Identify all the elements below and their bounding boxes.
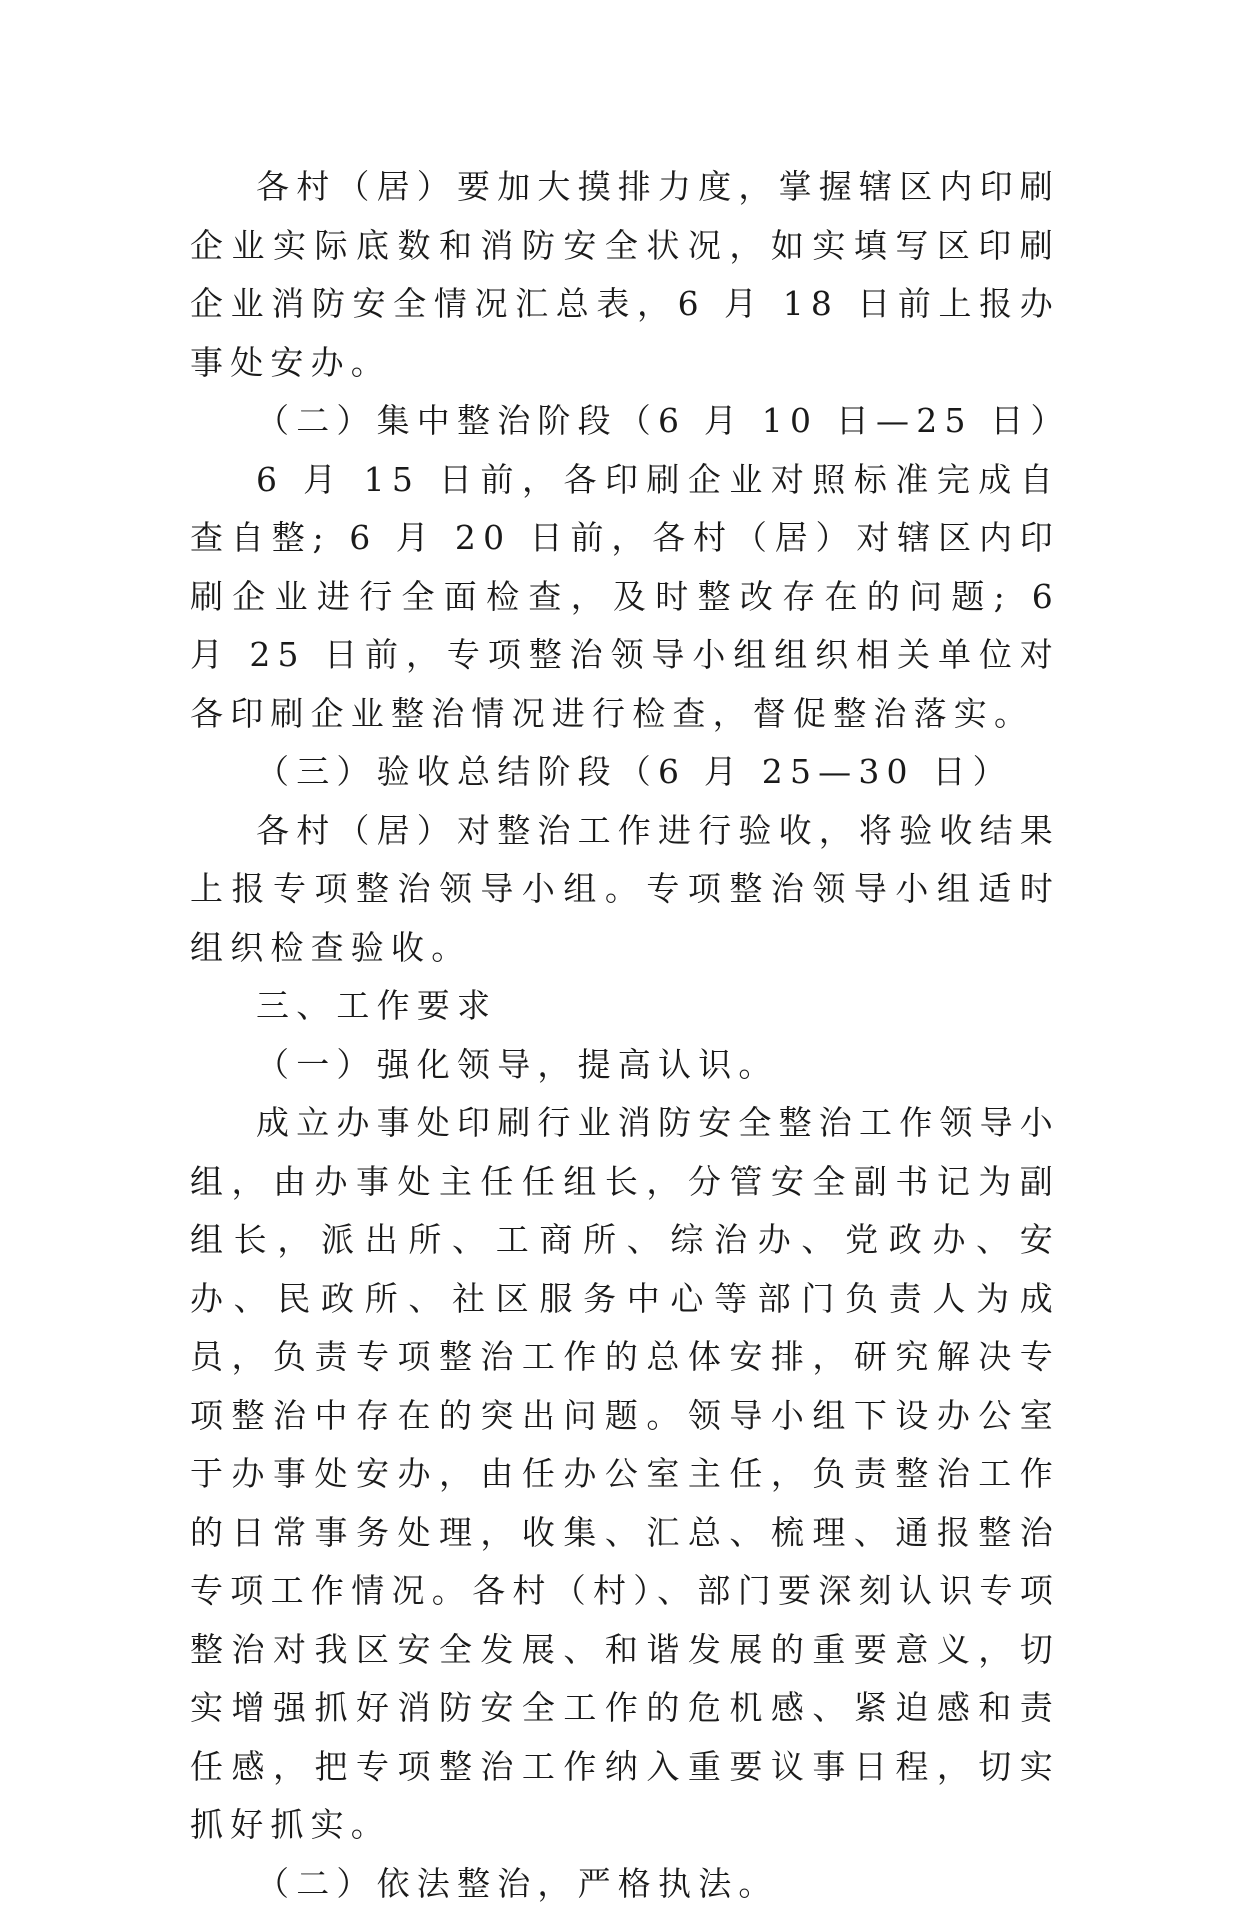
- paragraph-survey: 各村（居）要加大摸排力度，掌握辖区内印刷企业实际底数和消防安全状况，如实填写区印刷企业消防安全情况汇总表，6 月 18 日前上报办事处安办。: [190, 158, 1060, 392]
- paragraph-leadership-group: 成立办事处印刷行业消防安全整治工作领导小组，由办事处主任任组长，分管安全副书记为副组长，派出所、工商所、综治办、党政办、安办、民政所、社区服务中心等部门负责人为成员，负责专项整治工作的总体安排，研究解决专项整治中存在的突出问题。领导小组下设办公室于办事处安办，由任办公室主任，负责整治工作的日常事务处理，收集、汇总、梳理、通报整治专项工作情况。各村（村）、部门要深刻认识专项整治对我区安全发展、和谐发展的重要意义，切实增强抓好消防安全工作的危机感、紧迫感和责任感，把专项整治工作纳入重要议事日程，切实抓好抓实。: [190, 1094, 1060, 1855]
- document-body: [190, 158, 1060, 1913]
- heading-lawful-rectification: （二）依法整治，严格执法。: [190, 1855, 1060, 1913]
- heading-centralized-rectification: （二）集中整治阶段（6 月 10 日—25 日）: [190, 392, 1060, 451]
- heading-strengthen-leadership: （一）强化领导，提高认识。: [190, 1036, 1060, 1095]
- paragraph-rectification-schedule: 6 月 15 日前，各印刷企业对照标准完成自查自整; 6 月 20 日前，各村（居）对辖区内印刷企业进行全面检查，及时整改存在的问题; 6 月 25 日前，专项整治领导小组组织相关单位对各印刷企业整治情况进行检查，督促整治落实。: [190, 451, 1060, 744]
- heading-work-requirements: 三、工作要求: [190, 977, 1060, 1036]
- paragraph-acceptance: 各村（居）对整治工作进行验收，将验收结果上报专项整治领导小组。专项整治领导小组适时组织检查验收。: [190, 802, 1060, 978]
- heading-acceptance-summary: （三）验收总结阶段（6 月 25—30 日）: [190, 743, 1060, 802]
